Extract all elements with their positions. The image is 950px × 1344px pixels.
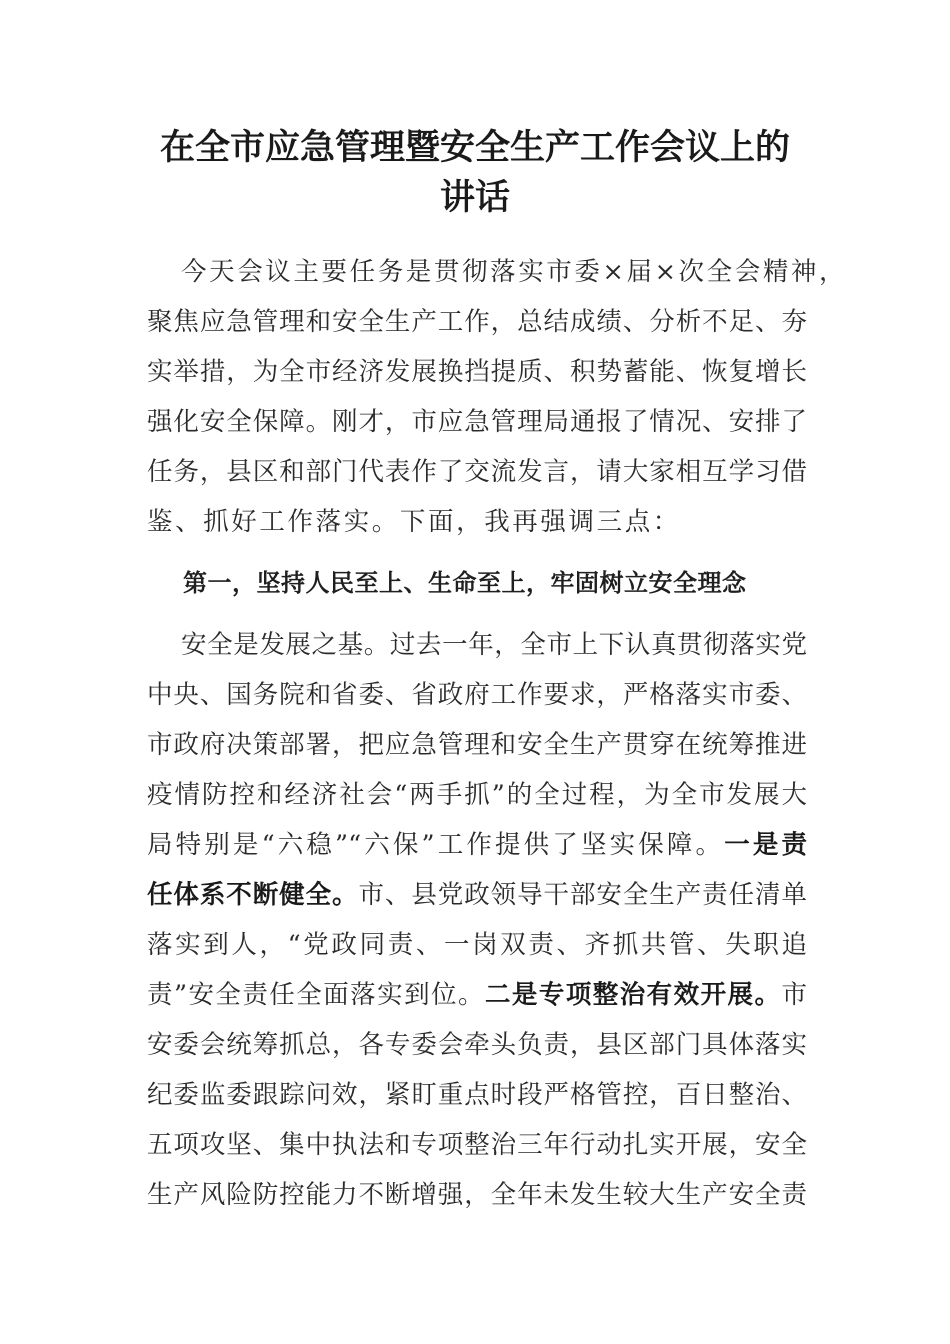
intro-line-2: 聚焦应急管理和安全生产工作，总结成绩、分析不足、夯 (147, 307, 807, 337)
document-title-line-1: 在全市应急管理暨安全生产工作会议上的 (159, 127, 790, 168)
section-1-line-11: 五项攻坚、集中执法和专项整治三年行动扎实开展，安全 (147, 1130, 807, 1160)
intro-line-6: 鉴、抓好工作落实。下面，我再强调三点： (147, 507, 681, 537)
point-one-label-end: 任体系不断健全。 (147, 880, 359, 910)
section-1-line-1: 安全是发展之基。过去一年，全市上下认真贯彻落实党 (181, 630, 807, 660)
section-1-line-6 (147, 870, 807, 920)
section-1-line-6-text: 市、县党政领导干部安全生产责任清单 (358, 880, 807, 910)
section-1-line-8 (147, 970, 807, 1020)
point-one-label-start: 一是责 (724, 830, 807, 860)
section-1-line-3: 市政府决策部署，把应急管理和安全生产贯穿在统筹推进 (147, 730, 807, 760)
intro-line-1: 今天会议主要任务是贯彻落实市委×届×次全会精神， (181, 257, 848, 287)
section-1-line-2: 中央、国务院和省委、省政府工作要求，严格落实市委、 (147, 680, 807, 710)
section-1-heading: 第一，坚持人民至上、生命至上，牢固树立安全理念 (183, 569, 747, 597)
intro-line-5: 任务，县区和部门代表作了交流发言，请大家相互学习借 (147, 457, 807, 487)
section-1-line-8-tail: 市 (781, 980, 807, 1010)
section-1-line-9: 安委会统筹抓总，各专委会牵头负责，县区部门具体落实 (147, 1030, 807, 1060)
section-1-line-5-text: 局特别是“六稳”“六保”工作提供了坚实保障。 (147, 830, 725, 860)
document-title-line-2: 讲话 (439, 177, 510, 218)
section-1-line-12: 生产风险防控能力不断增强，全年未发生较大生产安全责 (147, 1180, 807, 1210)
point-two-label: 二是专项整治有效开展。 (484, 980, 782, 1010)
section-1-line-10: 纪委监委跟踪问效，紧盯重点时段严格管控，百日整治、 (147, 1080, 807, 1110)
section-1-line-4: 疫情防控和经济社会“两手抓”的全过程，为全市发展大 (147, 780, 807, 810)
intro-line-3: 实举措，为全市经济发展换挡提质、积势蓄能、恢复增长 (147, 357, 807, 387)
section-1-line-5 (147, 820, 807, 870)
section-1-line-8-text: 责”安全责任全面落实到位。 (147, 980, 485, 1010)
intro-line-4: 强化安全保障。刚才，市应急管理局通报了情况、安排了 (147, 407, 807, 437)
section-1-line-7: 落实到人，“党政同责、一岗双责、齐抓共管、失职追 (147, 930, 807, 960)
